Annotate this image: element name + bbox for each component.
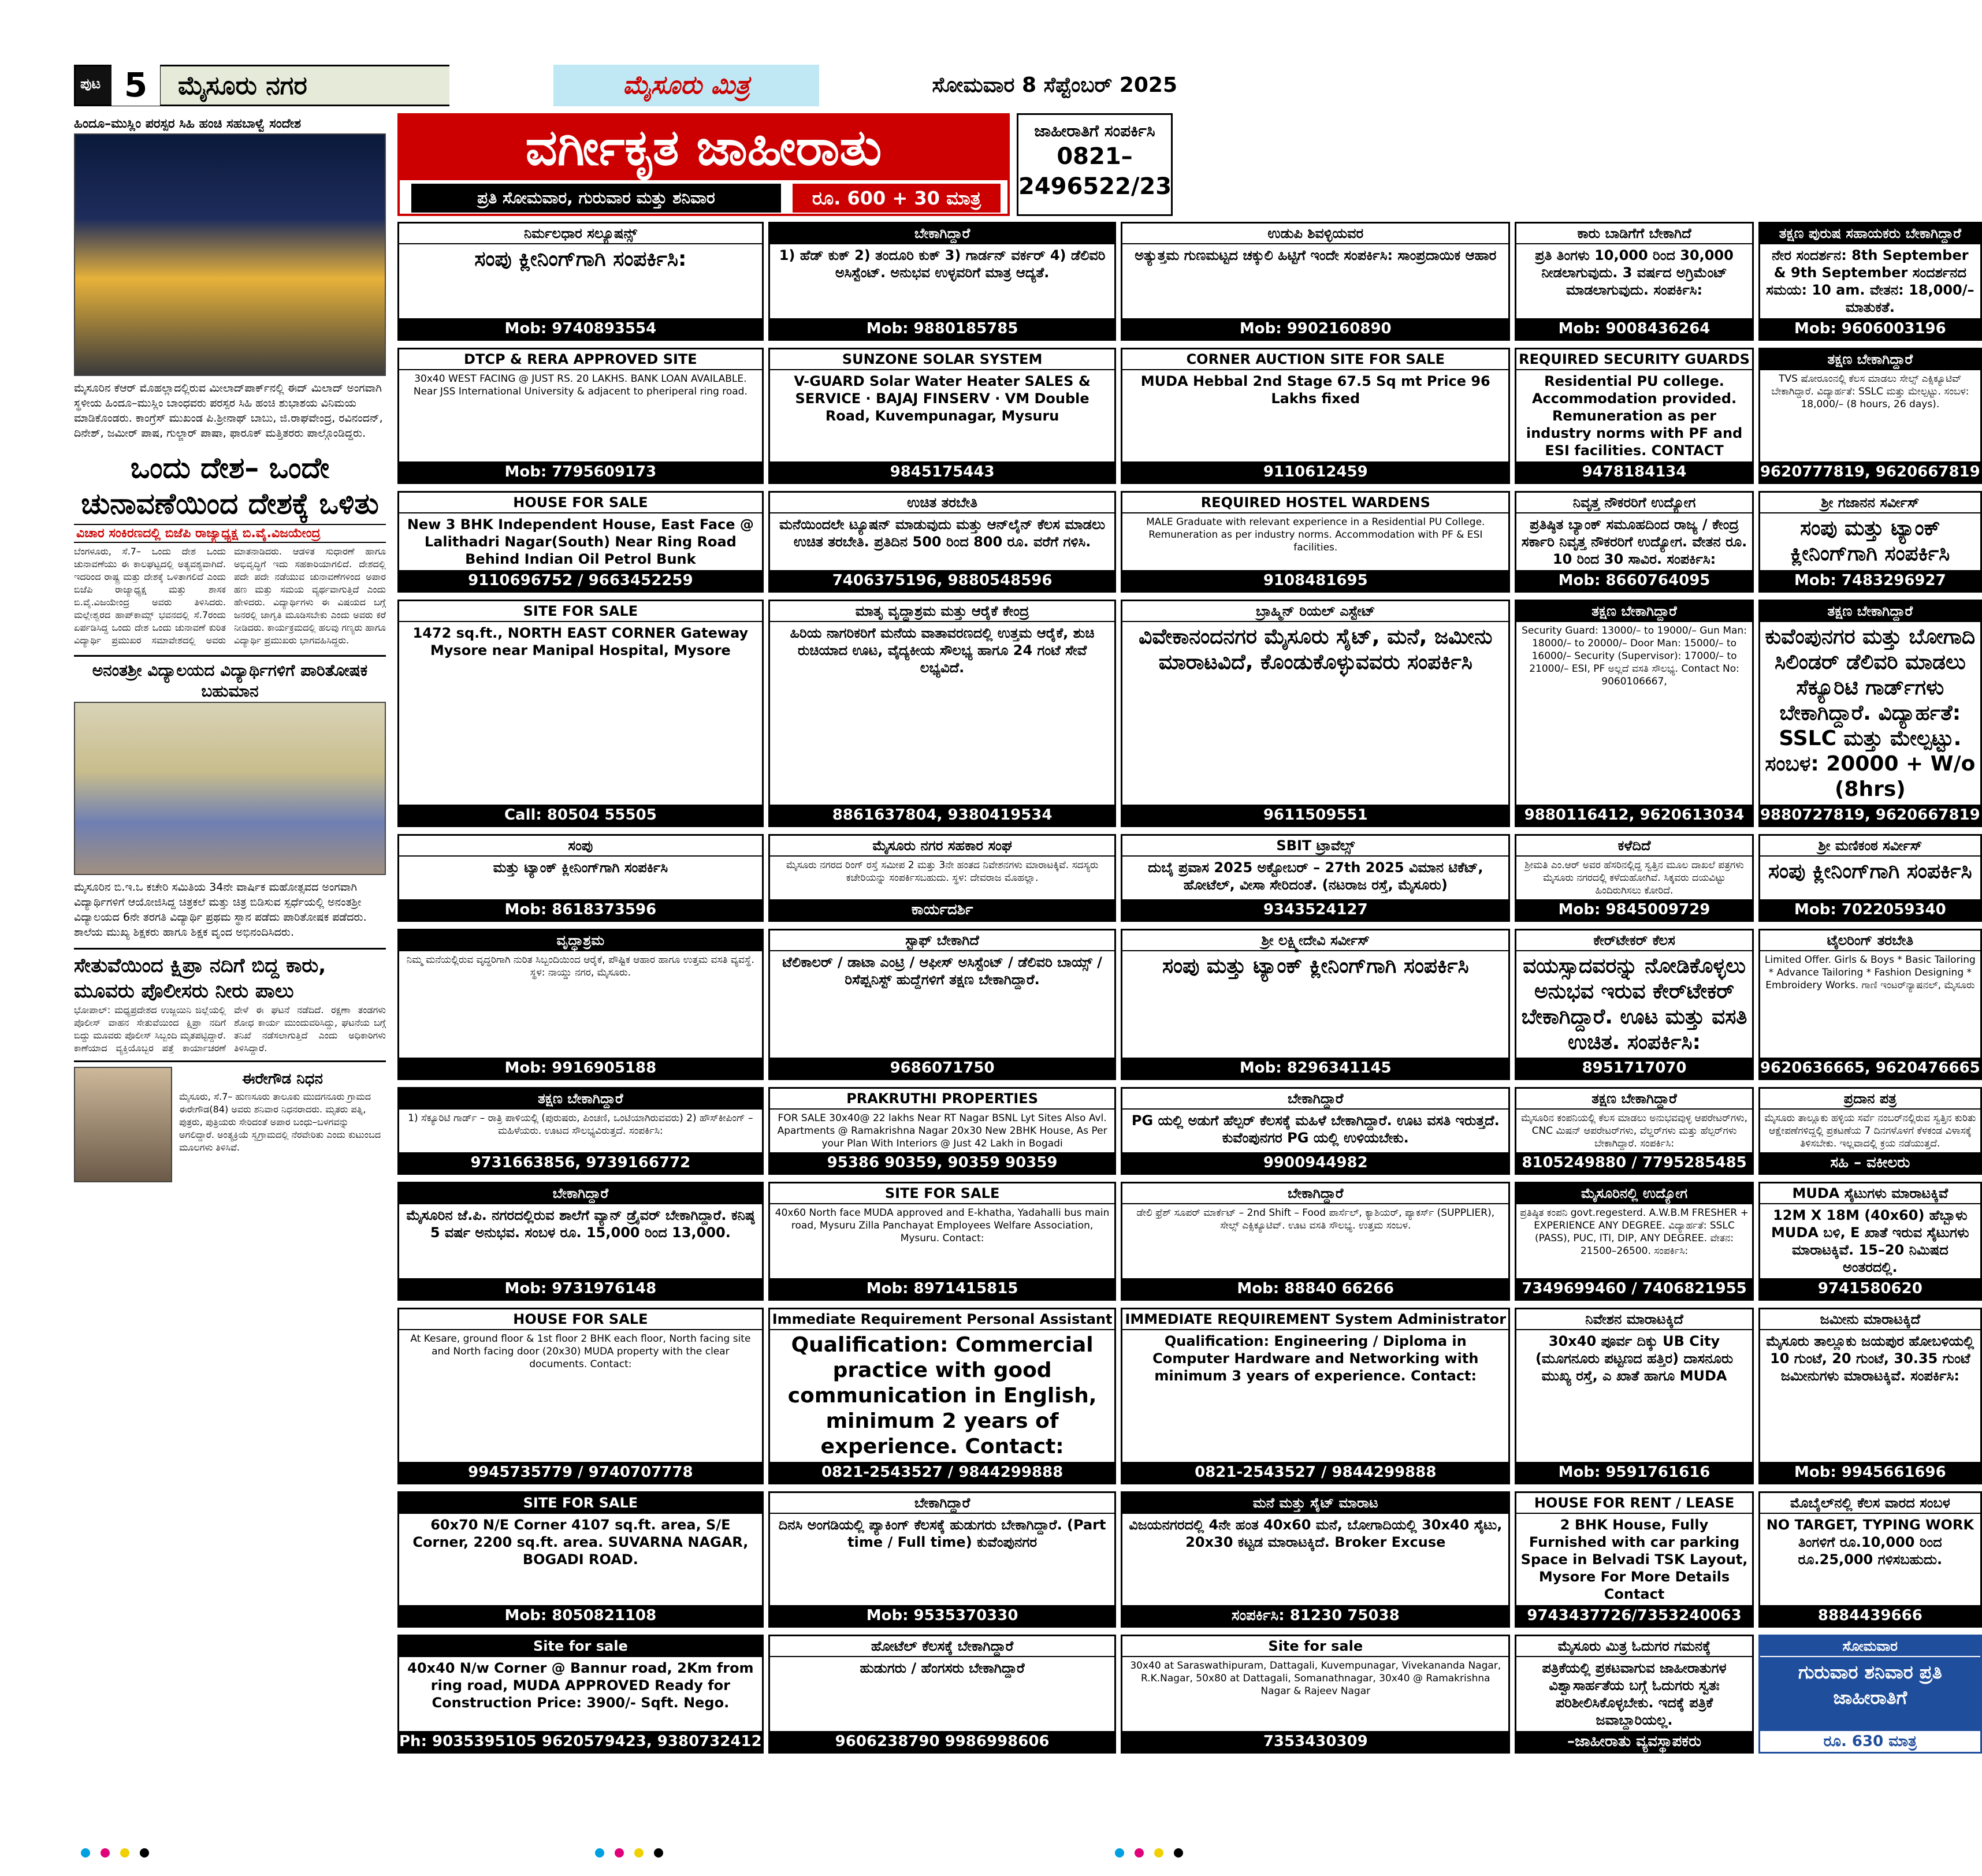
ad-body: NO TARGET, TYPING WORK ತಿಂಗಳಿಗೆ ರೂ.10,000 ರಿಂದ ರೂ.25,000 ಗಳಿಸಬಹುದು.: [1766, 1517, 1974, 1568]
ad-title: ಪ್ರದಾನ ಪತ್ರ: [1760, 1089, 1980, 1110]
ad-title: ಉಚಿತ ತರಬೇತಿ: [770, 493, 1115, 513]
classified-ad: [768, 1087, 1117, 1175]
classified-ad: [1121, 929, 1510, 1080]
classified-ad: [1758, 1182, 1982, 1301]
classified-ad: [1515, 1182, 1754, 1301]
classified-ad: [1515, 1635, 1754, 1754]
ad-title: MUDA ಸೈಟುಗಳು ಮಾರಾಟಕ್ಕಿವೆ: [1760, 1183, 1980, 1204]
classified-ad: [768, 929, 1117, 1080]
ad-title: ಮೈಸೂರು ಮಿತ್ರ ಓದುಗರ ಗಮನಕ್ಕೆ: [1516, 1636, 1752, 1657]
ad-title: ಬೇಕಾಗಿದ್ದಾರೆ: [770, 224, 1115, 244]
ad-title: ಹೋಟೆಲ್ ಕೆಲಸಕ್ಕೆ ಬೇಕಾಗಿದ್ದಾರೆ: [770, 1636, 1115, 1657]
ad-title: ತಕ್ಷಣ ಬೇಕಾಗಿದ್ದಾರೆ: [1516, 601, 1752, 622]
classified-ad: [397, 929, 764, 1080]
ad-body: ಹುಡುಗರು / ಹೆಂಗಸರು ಬೇಕಾಗಿದ್ದಾರೆ: [860, 1660, 1025, 1676]
ad-body: Limited Offer. Girls & Boys * Basic Tailoring * Advance Tailoring * Fashion Designing * Embroidery Works. ಗಾಣಿ ಇಂಟರ್‌ನ್ಯಾಷನಲ್, ಮೈಸೂರು: [1764, 954, 1976, 991]
ad-body: ಸಂಪು ಕ್ಲೀನಿಂಗ್‌ಗಾಗಿ ಸಂಪರ್ಕಿಸಿ: [1768, 859, 1972, 883]
ad-body: ಪ್ರತಿ ತಿಂಗಳು 10,000 ರಿಂದ 30,000 ನೀಡಲಾಗುವುದು. 3 ವರ್ಷದ ಅಗ್ರಿಮೆಂಟ್ ಮಾಡಲಾಗುವುದು. ಸಂಪರ್ಕಿಸಿ:: [1535, 247, 1734, 298]
classified-ad: [397, 222, 764, 341]
issue-date: ಸೋಮವಾರ 8 ಸೆಪ್ಟೆಂಬರ್ 2025: [932, 73, 1177, 97]
classified-ad: [1121, 1087, 1510, 1175]
ad-body: ಶ್ರೀಮತಿ ಎಂ.ಆರ್ ಅವರ ಹೆಸರಿನಲ್ಲಿದ್ದ ಸ್ವತ್ತಿನ ಮೂಲ ದಾಖಲೆ ಪತ್ರಗಳು ಮೈಸೂರು ನಗರದಲ್ಲಿ ಕಳೆದುಹೋಗಿವೆ. ಸಿಕ್ಕವರು ದಯವಿಟ್ಟು ಹಿಂದಿರುಗಿಸಲು ಕೋರಿದೆ.: [1524, 859, 1744, 896]
classified-ad: [1758, 222, 1982, 341]
classified-ad: [1121, 834, 1510, 922]
classified-ad: [397, 1635, 764, 1754]
ad-body: 1) ಸೆಕ್ಯೂರಿಟಿ ಗಾರ್ಡ್ – ರಾತ್ರಿ ಪಾಳಿಯಲ್ಲಿ (ಪುರುಷರು, ಪಿಂಚಣಿ, ಒಂಟಿಯಾಗಿರುವವರು) 2) ಹೌಸ್‌ಕೀಪಿಂಗ್ – ಮಹಿಳೆಯರು. ಊಟದ ಸೌಲಭ್ಯವಿರುತ್ತದೆ. ಸಂಪರ್ಕಿಸಿ:: [408, 1112, 753, 1137]
classified-ad: [1121, 491, 1510, 593]
classified-ad: [768, 834, 1117, 922]
ad-body: ವಯಸ್ಸಾದವರನ್ನು ನೋಡಿಕೊಳ್ಳಲು ಅನುಭವ ಇರುವ ಕೇರ್‌ಟೇಕರ್ ಬೇಕಾಗಿದ್ದಾರೆ. ಊಟ ಮತ್ತು ವಸತಿ ಉಚಿತ. ಸಂಪರ್ಕಿಸಿ:: [1521, 954, 1747, 1054]
ad-body: 12M X 18M (40x60) ಹೆಬ್ಬಾಳು MUDA ಬಳಿ, E ಖಾತೆ ಇರುವ ಸೈಟುಗಳು ಮಾರಾಟಕ್ಕಿವೆ. 15–20 ನಿಮಿಷದ ಅಂತರದಲ್ಲಿ.: [1771, 1207, 1969, 1275]
ad-title: SITE FOR SALE: [399, 601, 762, 622]
ad-body: ಪತ್ರಿಕೆಯಲ್ಲಿ ಪ್ರಕಟವಾಗುವ ಜಾಹೀರಾತುಗಳ ವಿಶ್ವಾಸಾರ್ಹತೆಯ ಬಗ್ಗೆ ಓದುಗರು ಸ್ವತಃ ಪರಿಶೀಲಿಸಿಕೊಳ್ಳಬೇಕು. ಇದಕ್ಕೆ ಪತ್ರಿಕೆ ಜವಾಬ್ದಾರಿಯಲ್ಲ.: [1542, 1660, 1727, 1728]
ad-title: REQUIRED HOSTEL WARDENS: [1122, 493, 1508, 513]
ad-phone: Mob: 8618373596: [399, 899, 762, 920]
contact-label: ಜಾಹೀರಾತಿಗೆ ಸಂಪರ್ಕಿಸಿ: [1034, 121, 1155, 140]
ad-phone: 9945735779 / 9740707778: [399, 1462, 762, 1483]
ad-title: ಸಂಪು: [399, 836, 762, 857]
ad-phone: Mob: 7795609173: [399, 461, 762, 482]
ad-body: 1472 sq.ft., NORTH EAST CORNER Gateway Mysore near Manipal Hospital, Mysore: [412, 625, 749, 658]
ad-phone: 9110696752 / 9663452259: [399, 570, 762, 591]
ad-title: DTCP & RERA APPROVED SITE: [399, 349, 762, 370]
ad-body: 40x40 N/w Corner @ Bannur road, 2Km from ring road, MUDA APPROVED Ready for Construction Price: 3900/- Sqft. Nego.: [407, 1660, 754, 1711]
ad-phone: Mob: 9945661696: [1760, 1462, 1980, 1483]
ad-title: HOUSE FOR RENT / LEASE: [1516, 1493, 1752, 1514]
ad-phone: 9880727819, 9620667819: [1760, 805, 1980, 825]
ad-phone: Mob: 8660764095: [1516, 570, 1752, 591]
ad-phone: Mob: 9916905188: [399, 1058, 762, 1078]
section-title: ಮೈಸೂರು ನಗರ: [161, 65, 449, 106]
ad-body: 2 BHK House, Fully Furnished with car parking Space in Belvadi TSK Layout, Mysore For More Details Contact: [1520, 1517, 1748, 1602]
ad-title: ತಕ್ಷಣ ಬೇಕಾಗಿದ್ದಾರೆ: [399, 1089, 762, 1110]
ad-body: 1) ಹೆಡ್ ಕುಕ್ 2) ತಂದೂರಿ ಕುಕ್ 3) ಗಾರ್ಡನ್ ವರ್ಕರ್ 4) ಡೆಲಿವರಿ ಅಸಿಸ್ಟೆಂಟ್. ಅನುಭವ ಉಳ್ಳವರಿಗೆ ಮಾತ್ರ ಆದ್ಯತೆ.: [779, 247, 1106, 281]
ad-phone: 8884439666: [1760, 1605, 1980, 1626]
classified-ad: [397, 1308, 764, 1484]
ad-phone: 8105249880 / 7795285485: [1516, 1152, 1752, 1173]
registration-marks-center: [595, 1848, 663, 1858]
classified-ad: [768, 1635, 1117, 1754]
ad-phone: 9606238790 9986998606: [770, 1731, 1115, 1752]
ad-body: ಪ್ರತಿಷ್ಠಿತ ಕಂಪನಿ govt.regesterd. A.W.B.M FRESHER + EXPERIENCE ANY DEGREE. ವಿದ್ಯಾರ್ಹತೆ: SSLC (PASS), PUC, ITI, DIP, ANY DEGREE. ವೇತನ: 21500–26500. ಸಂಪರ್ಕಿಸಿ:: [1520, 1207, 1749, 1257]
classified-ad: [1121, 600, 1510, 827]
classified-ad: [397, 348, 764, 484]
headline-election: ಒಂದು ದೇಶ– ಒಂದೇ ಚುನಾವಣೆಯಿಂದ ದೇಶಕ್ಕೆ ಒಳಿತು: [81, 451, 379, 520]
ad-body: ಹಿರಿಯ ನಾಗರಿಕರಿಗೆ ಮನೆಯ ವಾತಾವರಣದಲ್ಲಿ ಉತ್ತಮ ಆರೈಕೆ, ಶುಚಿ ರುಚಿಯಾದ ಊಟ, ವೈದ್ಯಕೀಯ ಸೌಲಭ್ಯ ಹಾಗೂ 24 ಗಂಟೆ ಸೇವೆ ಲಭ್ಯವಿದೆ.: [790, 625, 1095, 676]
classified-ad: [768, 1182, 1117, 1301]
classified-ad: [768, 1491, 1117, 1628]
classified-ad: [1758, 1308, 1982, 1484]
ad-phone: Mob: 7022059340: [1760, 899, 1980, 920]
ad-body: ನೇರ ಸಂದರ್ಶನ: 8th September & 9th September ಸಂದರ್ಶನದ ಸಮಯ: 10 am. ವೇತನ: 18,000/– ಮಾತುಕತೆ.: [1766, 247, 1974, 315]
classified-ad: [1121, 1491, 1510, 1628]
registration-marks-right: [1115, 1848, 1183, 1858]
classified-ad: [397, 491, 764, 593]
ad-body: ದಿನಸಿ ಅಂಗಡಿಯಲ್ಲಿ ಪ್ಯಾಕಿಂಗ್ ಕೆಲಸಕ್ಕೆ ಹುಡುಗರು ಬೇಕಾಗಿದ್ದಾರೆ. (Part time / Full time) ಕುವೆಂಪುನಗರ: [778, 1517, 1106, 1550]
ad-title: ಟೈಲರಿಂಗ್ ತರಬೇತಿ: [1760, 930, 1980, 951]
ad-title: ಬೇಕಾಗಿದ್ದಾರೆ: [399, 1183, 762, 1204]
ad-title: ಮಾತೃ ವೃದ್ಧಾಶ್ರಮ ಮತ್ತು ಆರೈಕೆ ಕೇಂದ್ರ: [770, 601, 1115, 622]
classified-ad: [1121, 348, 1510, 484]
ad-title: ಶ್ರೀ ಗಜಾನನ ಸರ್ವೀಸ್: [1760, 493, 1980, 513]
ad-title: ಶ್ರೀ ಮಣಿಕಂಠ ಸರ್ವೀಸ್: [1760, 836, 1980, 857]
classified-ad: [1515, 491, 1754, 593]
ad-body: Residential PU college. Accommodation provided. Remuneration as per industry norms with PF and ESI facilities. CONTACT: [1526, 373, 1743, 459]
classified-ads-grid: [397, 222, 1980, 1750]
ad-body: ಮೈಸೂರು ತಾಲ್ಲೂಕು ಹಳ್ಳಿಯ ಸರ್ವೆ ನಂಬರ್‌ನಲ್ಲಿರುವ ಸ್ವತ್ತಿನ ಕುರಿತು ಆಕ್ಷೇಪಣೆಗಳಿದ್ದಲ್ಲಿ ಪ್ರಕಟಣೆಯ 7 ದಿನಗಳೊಳಗೆ ಕೆಳಕಂಡ ವಿಳಾಸಕ್ಕೆ ತಿಳಿಸಬೇಕು. ಇಲ್ಲವಾದಲ್ಲಿ ಕ್ರಯ ನಡೆಯುತ್ತದೆ.: [1764, 1112, 1976, 1149]
ad-body: ಮೈಸೂರು ನಗರದ ರಿಂಗ್ ರಸ್ತೆ ಸಮೀಪ 2 ಮತ್ತು 3ನೇ ಹಂತದ ನಿವೇಶನಗಳು ಮಾರಾಟಕ್ಕಿವೆ. ಸದಸ್ಯರು ಕಚೇರಿಯನ್ನು ಸಂಪರ್ಕಿಸಬಹುದು. ಸ್ಥಳ: ದೇವರಾಜ ಮೊಹಲ್ಲಾ.: [786, 859, 1099, 884]
classified-ad: [768, 491, 1117, 593]
ad-phone: Mob: 9535370330: [770, 1605, 1115, 1626]
ad-body: PG ಯಲ್ಲಿ ಅಡುಗೆ ಹೆಲ್ಪರ್ ಕೆಲಸಕ್ಕೆ ಮಹಿಳೆ ಬೇಕಾಗಿದ್ದಾರೆ. ಊಟ ವಸತಿ ಇರುತ್ತದೆ. ಕುವೆಂಪುನಗರ PG ಯಲ್ಲಿ ಉಳಿಯಬೇಕು.: [1131, 1112, 1500, 1146]
ad-title: ಕಾರು ಬಾಡಿಗೆಗೆ ಬೇಕಾಗಿದೆ: [1516, 224, 1752, 244]
news-column: [74, 113, 386, 1834]
newspaper-logo: ಮೈಸೂರು ಮಿತ್ರ: [553, 65, 819, 106]
classified-ad: [397, 834, 764, 922]
ad-body: ಮೈಸೂರಿನ ಜೆ.ಪಿ. ನಗರದಲ್ಲಿರುವ ಶಾಲೆಗೆ ವ್ಯಾನ್ ಡ್ರೈವರ್ ಬೇಕಾಗಿದ್ದಾರೆ. ಕನಿಷ್ಠ 5 ವರ್ಷ ಅನುಭವ. ಸಂಬಳ ರೂ. 15,000 ರಿಂದ 13,000.: [406, 1207, 755, 1241]
ad-phone: 9620777819, 9620667819: [1760, 461, 1980, 482]
ad-body: 30x40 at Saraswathipuram, Dattagali, Kuvempunagar, Vivekananda Nagar, R.K.Nagar, 50x80 at Dattagali, Somanathnagar, 30x40 @ Ramakrishna Nagar & Rajeev Nagar: [1130, 1660, 1501, 1697]
classified-ad: [1121, 222, 1510, 341]
classified-ad: [1758, 834, 1982, 922]
ad-title: ಮೊಬೈಲ್‌ನಲ್ಲಿ ಕೆಲಸ ವಾರದ ಸಂಬಳ: [1760, 1493, 1980, 1514]
masthead: [74, 65, 1177, 111]
classified-ad: [1515, 1491, 1754, 1628]
ad-title: ಉಡುಪಿ ಶಿವಳ್ಳಿಯವರ: [1122, 224, 1508, 244]
ad-title: Site for sale: [1122, 1636, 1508, 1657]
classified-ad: [1121, 1182, 1510, 1301]
ad-phone: 9743437726/7353240063: [1516, 1605, 1752, 1626]
school-photo: [74, 702, 386, 875]
ad-phone: Mob: 9008436264: [1516, 318, 1752, 339]
ad-body: ಟೆಲಿಕಾಲರ್ / ಡಾಟಾ ಎಂಟ್ರಿ / ಆಫೀಸ್ ಅಸಿಸ್ಟೆಂಟ್ / ಡೆಲಿವರಿ ಬಾಯ್ಸ್ / ರಿಸೆಪ್ಷನಿಸ್ಟ್ ಹುದ್ದೆಗಳಿಗೆ ತಕ್ಷಣ ಬೇಕಾಗಿದ್ದಾರೆ.: [782, 954, 1102, 988]
ad-body: ದುಬೈ ಪ್ರವಾಸ 2025 ಅಕ್ಟೋಬರ್ – 27th 2025 ವಿಮಾನ ಟಿಕೆಟ್, ಹೋಟೆಲ್, ವೀಸಾ ಸೇರಿದಂತೆ. (ನಟರಾಜ ರಸ್ತೆ, ಮೈಸೂರು): [1148, 859, 1483, 893]
ad-title: ತಕ್ಷಣ ಬೇಕಾಗಿದ್ದಾರೆ: [1516, 1089, 1752, 1110]
ad-title: ನಿವೃತ್ತ ನೌಕರರಿಗೆ ಉದ್ಯೋಗ: [1516, 493, 1752, 513]
subheadline-election: ವಿಚಾರ ಸಂಕಿರಣದಲ್ಲಿ ಬಿಜೆಪಿ ರಾಜ್ಯಾಧ್ಯಕ್ಷ ಬಿ.ವೈ.ವಿಜಯೇಂದ್ರ: [74, 524, 386, 543]
ad-phone: ಸಹಿ – ವಕೀಲರು: [1760, 1152, 1980, 1173]
ad-phone: ಕಾರ್ಯದರ್ಶಿ: [770, 899, 1115, 920]
ad-title: REQUIRED SECURITY GUARDS: [1516, 349, 1752, 370]
ad-title: SITE FOR SALE: [399, 1493, 762, 1514]
headline-accident: ಸೇತುವೆಯಿಂದ ಕ್ಷಿಪ್ರಾ ನದಿಗೆ ಬಿದ್ದ ಕಾರು, ಮೂವರು ಪೊಲೀಸರು ನೀರು ಪಾಲು: [74, 948, 386, 1004]
ad-phone: 9900944982: [1122, 1152, 1508, 1173]
classified-ad: [1515, 929, 1754, 1080]
contact-code: 0821–: [1057, 143, 1133, 170]
event-photo: [74, 133, 386, 376]
ad-body: At Kesare, ground floor & 1st floor 2 BHK each floor, North facing site and North facing door (20x30) MUDA property with the clear documents. Contact:: [410, 1333, 751, 1370]
registration-marks-left: [81, 1848, 149, 1858]
classified-ad: [397, 1491, 764, 1628]
classified-ad: [1515, 348, 1754, 484]
ad-phone: ಸಂಪರ್ಕಿಸಿ: 81230 75038: [1122, 1605, 1508, 1626]
ad-phone: Mob: 8050821108: [399, 1605, 762, 1626]
ad-phone: Mob: 9845009729: [1516, 899, 1752, 920]
ad-body: ಮತ್ತು ಟ್ಯಾಂಕ್ ಕ್ಲೀನಿಂಗ್‌ಗಾಗಿ ಸಂಪರ್ಕಿಸಿ: [493, 859, 668, 876]
ad-title: ತಕ್ಷಣ ಬೇಕಾಗಿದ್ದಾರೆ: [1760, 349, 1980, 370]
ad-title: SITE FOR SALE: [770, 1183, 1115, 1204]
ad-title: ಜಮೀನು ಮಾರಾಟಕ್ಕಿದೆ: [1760, 1309, 1980, 1330]
ad-title: ನಿವೇಶನ ಮಾರಾಟಕ್ಕಿದೆ: [1516, 1309, 1752, 1330]
ad-phone: –ಜಾಹೀರಾತು ವ್ಯವಸ್ಥಾಪಕರು: [1516, 1731, 1752, 1752]
ad-phone: Mob: 8971415815: [770, 1278, 1115, 1299]
ad-phone: 9731663856, 9739166772: [399, 1152, 762, 1173]
classified-ad: [1515, 222, 1754, 341]
obituary-text: ಮೈಸೂರು, ಸೆ.7– ಹುಣಸೂರು ತಾಲೂಕು ಮುದಗನೂರು ಗ್ರಾಮದ ಈರೇಗೌಡ(84) ಅವರು ಶನಿವಾರ ನಿಧನರಾದರು. ಮೃತರು ಪತ್ನಿ, ಪುತ್ರರು, ಪುತ್ರಿಯರು ಸೇರಿದಂತೆ ಅಪಾರ ಬಂಧು–ಬಳಗವನ್ನು ಅಗಲಿದ್ದಾರೆ. ಅಂತ್ಯಕ್ರಿಯೆ ಸ್ವಗ್ರಾಮದಲ್ಲಿ ನೆರವೇರಿತು ಎಂದು ಕುಟುಂಬದ ಮೂಲಗಳು ತಿಳಿಸಿವೆ.: [179, 1091, 381, 1153]
divider: [74, 1060, 386, 1062]
classified-ad: [768, 222, 1117, 341]
ad-body: Qualification: Engineering / Diploma in Computer Hardware and Networking with minimum 3 years of experience. Contact:: [1152, 1333, 1479, 1384]
ad-phone: Mob: 8296341145: [1122, 1058, 1508, 1078]
ad-title: ನಿರ್ಮಲಧಾರ ಸಲ್ಯೂಷನ್ಸ್: [399, 224, 762, 244]
ad-body: 60x70 N/E Corner 4107 sq.ft. area, S/E Corner, 2200 sq.ft. area. SUVARNA NAGAR, BOGADI ROAD.: [412, 1517, 749, 1568]
ad-body: ಪ್ರತಿಷ್ಠಿತ ಬ್ಯಾಂಕ್ ಸಮೂಹದಿಂದ ರಾಜ್ಯ / ಕೇಂದ್ರ ಸರ್ಕಾರಿ ನಿವೃತ್ತ ನೌಕರರಿಗೆ ಉದ್ಯೋಗ. ವೇತನ ರೂ. 10 ರಿಂದ 30 ಸಾವಿರ. ಸಂಪರ್ಕಿಸಿ:: [1521, 516, 1747, 567]
ad-title: ಬೇಕಾಗಿದ್ದಾರೆ: [770, 1493, 1115, 1514]
ad-phone: 0821-2543527 / 9844299888: [1122, 1462, 1508, 1483]
classified-ad: [1515, 1087, 1754, 1175]
ad-phone: Mob: 9902160890: [1122, 318, 1508, 339]
ad-body: Qualification: Commercial practice with good communication in English, minimum 2 years of experience. Contact:: [787, 1333, 1097, 1458]
ad-body: ವಿವೇಕಾನಂದನಗರ ಮೈಸೂರು ಸೈಟ್, ಮನೆ, ಜಮೀನು ಮಾರಾಟವಿದೆ, ಕೊಂಡುಕೊಳ್ಳುವವರು ಸಂಪರ್ಕಿಸಿ: [1139, 625, 1493, 674]
ad-title: ತಕ್ಷಣ ಪುರುಷ ಸಹಾಯಕರು ಬೇಕಾಗಿದ್ದಾರೆ: [1760, 224, 1980, 244]
ad-phone: 9620636665, 9620476665: [1760, 1058, 1980, 1078]
ad-phone: ರೂ. 630 ಮಾತ್ರ: [1760, 1731, 1980, 1752]
ad-body: ಮೈಸೂರಿನ ಕಂಪನಿಯಲ್ಲಿ ಕೆಲಸ ಮಾಡಲು ಅನುಭವವುಳ್ಳ ಆಪರೇಟರ್‌ಗಳು, CNC ಮಿಷನ್ ಆಪರೇಟರ್‌ಗಳು, ವೆಲ್ಡರ್‌ಗಳು ಮತ್ತು ಹೆಲ್ಪರ್‌ಗಳು ಬೇಕಾಗಿದ್ದಾರೆ. ಸಂಪರ್ಕಿಸಿ:: [1521, 1112, 1748, 1149]
classified-ad: [397, 1182, 764, 1301]
page-number: 5: [111, 64, 160, 106]
classifieds-schedule: ಪ್ರತಿ ಸೋಮವಾರ, ಗುರುವಾರ ಮತ್ತು ಶನಿವಾರ: [411, 184, 781, 213]
ad-body: 40x60 North face MUDA approved and E-khatha, Yadahalli bus main road, Mysuru Zilla Panchayat Employees Welfare Association, Mysuru. Contact:: [775, 1207, 1110, 1244]
ad-title: ಸ್ಟಾಫ್ ಬೇಕಾಗಿದೆ: [770, 930, 1115, 951]
ad-body: ಸಂಪು ಕ್ಲೀನಿಂಗ್‌ಗಾಗಿ ಸಂಪರ್ಕಿಸಿ:: [474, 247, 687, 271]
ad-title: SBIT ಟ್ರಾವೆಲ್ಸ್: [1122, 836, 1508, 857]
ad-phone: 8861637804, 9380419534: [770, 805, 1115, 825]
ad-title: ತಕ್ಷಣ ಬೇಕಾಗಿದ್ದಾರೆ: [1760, 601, 1980, 622]
ad-body: ಗುರುವಾರ ಶನಿವಾರ ಪ್ರತಿ ಜಾಹೀರಾತಿಗೆ: [1798, 1661, 1942, 1708]
ad-title: Site for sale: [399, 1636, 762, 1657]
classifieds-contact: [1017, 113, 1173, 216]
ad-phone: 7353430309: [1122, 1731, 1508, 1752]
ad-phone: 9110612459: [1122, 461, 1508, 482]
obituary-photo: [74, 1067, 172, 1182]
ad-title: CORNER AUCTION SITE FOR SALE: [1122, 349, 1508, 370]
article-election: ಬೆಂಗಳೂರು, ಸೆ.7– ಒಂದು ದೇಶ ಒಂದು ಚುನಾವಣೆಯು ಈ ಕಾಲಘಟ್ಟದಲ್ಲಿ ಅತ್ಯವಶ್ಯವಾಗಿದೆ. ಇದರಿಂದ ರಾಷ್ಟ್ರ ಮತ್ತು ದೇಶಕ್ಕೆ ಒಳಿತಾಗಲಿದೆ ಎಂದು ಬಿಜೆಪಿ ರಾಜ್ಯಾಧ್ಯಕ್ಷ ಮತ್ತು ಶಾಸಕ ಬಿ.ವೈ.ವಿಜಯೇಂದ್ರ ಅವರು ತಿಳಿಸಿದರು. ಮಲ್ಲೇಶ್ವರದ ಹಾಪ್‌ಕಾಮ್ಸ್ ಭವನದಲ್ಲಿ ಸೆ.7ರಂದು ಏರ್ಪಡಿಸಿದ್ದ ಒಂದು ದೇಶ ಒಂದು ಚುನಾವಣೆ ಕುರಿತ ವಿದ್ಯಾರ್ಥಿ ಪ್ರಮುಖರ ಸಮಾವೇಶದಲ್ಲಿ ಅವರು ಮಾತನಾಡಿದರು. ಆಡಳಿತ ಸುಧಾರಣೆ ಹಾಗೂ ಅಭಿವೃದ್ಧಿಗೆ ಇದು ಸಹಕಾರಿಯಾಗಲಿದೆ. ದೇಶದಲ್ಲಿ ಪದೇ ಪದೇ ನಡೆಯುವ ಚುನಾವಣೆಗಳಿಂದ ಅಪಾರ ಹಣ ಮತ್ತು ಸಮಯ ವ್ಯರ್ಥವಾಗುತ್ತಿದೆ ಎಂದು ಹೇಳಿದರು. ವಿದ್ಯಾರ್ಥಿಗಳು ಈ ವಿಷಯದ ಬಗ್ಗೆ ಜನರಲ್ಲಿ ಜಾಗೃತಿ ಮೂಡಿಸಬೇಕು ಎಂದು ಅವರು ಕರೆ ನೀಡಿದರು. ಕಾರ್ಯಕ್ರಮದಲ್ಲಿ ಹಲವು ಗಣ್ಯರು ಹಾಗೂ ವಿದ್ಯಾರ್ಥಿ ಪ್ರಮುಖರು ಭಾಗವಹಿಸಿದ್ದರು.: [74, 546, 386, 646]
ad-phone: 9686071750: [770, 1058, 1115, 1078]
page-label: ಪುಟ: [80, 76, 101, 92]
ad-body: ಸಂಪು ಮತ್ತು ಟ್ಯಾಂಕ್ ಕ್ಲೀನಿಂಗ್‌ಗಾಗಿ ಸಂಪರ್ಕಿಸಿ: [1790, 516, 1950, 565]
ad-title: Immediate Requirement Personal Assistant: [770, 1309, 1115, 1330]
ad-title: ಬೇಕಾಗಿದ್ದಾರೆ: [1122, 1089, 1508, 1110]
classified-ad: [1758, 929, 1982, 1080]
ad-body: New 3 BHK Independent House, East Face @ Lalithadri Nagar(South) Near Ring Road Behind Indian Oil Petrol Bunk: [407, 516, 754, 567]
ad-phone: 7349699460 / 7406821955: [1516, 1278, 1752, 1299]
ad-phone: Mob: 9740893554: [399, 318, 762, 339]
ad-body: ನಿಮ್ಮ ಮನೆಯಲ್ಲಿರುವ ವೃದ್ಧರಿಗಾಗಿ ನುರಿತ ಸಿಬ್ಬಂದಿಯಿಂದ ಆರೈಕೆ, ಪೌಷ್ಟಿಕ ಆಹಾರ ಹಾಗೂ ಉತ್ತಮ ವಸತಿ ವ್ಯವಸ್ಥೆ. ಸ್ಥಳ: ನಾಯ್ಡು ನಗರ, ಮೈಸೂರು.: [406, 954, 754, 978]
ad-body: ಅತ್ಯುತ್ತಮ ಗುಣಮಟ್ಟದ ಚಕ್ಕುಲಿ ಹಿಟ್ಟಿಗೆ ಇಂದೇ ಸಂಪರ್ಕಿಸಿ: ಸಾಂಪ್ರದಾಯಿಕ ಆಹಾರ: [1135, 247, 1497, 263]
classified-ad: [768, 1308, 1117, 1484]
obituary-title: ಈರೇಗೌಡ ನಿಧನ: [242, 1070, 323, 1088]
classified-ad: [768, 348, 1117, 484]
ad-title: ಮೈಸೂರು ನಗರ ಸಹಕಾರ ಸಂಘ: [770, 836, 1115, 857]
ad-phone: Mob: 9880185785: [770, 318, 1115, 339]
classified-ad: [1121, 1635, 1510, 1754]
ad-body: ಮನೆಯಿಂದಲೇ ಟ್ಯೂಷನ್ ಮಾಡುವುದು ಮತ್ತು ಆನ್‌ಲೈನ್ ಕೆಲಸ ಮಾಡಲು ಉಚಿತ ತರಬೇತಿ. ಪ್ರತಿದಿನ 500 ರಿಂದ 800 ರೂ. ವರೆಗೆ ಗಳಿಸಿ.: [779, 516, 1106, 550]
ad-title: SUNZONE SOLAR SYSTEM: [770, 349, 1115, 370]
ad-title: ವೃದ್ಧಾಶ್ರಮ: [399, 930, 762, 951]
ad-phone: Ph: 9035395105 9620579423, 9380732412: [399, 1731, 762, 1752]
ad-body: V-GUARD Solar Water Heater SALES & SERVICE · BAJAJ FINSERV · VM Double Road, Kuvempunagar, Mysuru: [794, 373, 1091, 424]
ad-title: ಕಳೆದಿದೆ: [1516, 836, 1752, 857]
ad-phone: 9108481695: [1122, 570, 1508, 591]
ad-title: PRAKRUTHI PROPERTIES: [770, 1089, 1115, 1110]
ad-title: ಬ್ರಾಹ್ಮಿನ್ ರಿಯಲ್ ಎಸ್ಟೇಟ್: [1122, 601, 1508, 622]
ad-phone: 0821-2543527 / 9844299888: [770, 1462, 1115, 1483]
ad-phone: 9880116412, 9620613034: [1516, 805, 1752, 825]
classified-ad: [1515, 834, 1754, 922]
ad-body: FOR SALE 30x40@ 22 lakhs Near RT Nagar BSNL Lyt Sites Also Avl. Apartments @ Ramakrishna Nagar 20x30 New 2BHK House, As Per your Plan With Interiors @ Just 42 Lakh in Bogadi: [777, 1112, 1107, 1149]
ad-phone: 9478184134: [1516, 461, 1752, 482]
article-accident: ಭೋಪಾಲ್: ಮಧ್ಯಪ್ರದೇಶದ ಉಜ್ಜಯಿನಿ ಜಿಲ್ಲೆಯಲ್ಲಿ ಪೊಲೀಸ್ ವಾಹನ ಸೇತುವೆಯಿಂದ ಕ್ಷಿಪ್ರಾ ನದಿಗೆ ಬಿದ್ದು ಮೂವರು ಪೊಲೀಸ್ ಸಿಬ್ಬಂದಿ ಮೃತಪಟ್ಟಿದ್ದಾರೆ. ಕಾಣೆಯಾದ ವ್ಯಕ್ತಿಯೊಬ್ಬರ ಪತ್ತೆ ಕಾರ್ಯಾಚರಣೆ ವೇಳೆ ಈ ಘಟನೆ ನಡೆದಿದೆ. ರಕ್ಷಣಾ ತಂಡಗಳು ಶೋಧ ಕಾರ್ಯ ಮುಂದುವರಿಸಿದ್ದು, ಘಟನೆಯ ಬಗ್ಗೆ ತನಿಖೆ ನಡೆಸಲಾಗುತ್ತಿದೆ ಎಂದು ಅಧಿಕಾರಿಗಳು ತಿಳಿಸಿದ್ದಾರೆ.: [74, 1004, 386, 1054]
ad-body: TVS ಷೋರೂಂನಲ್ಲಿ ಕೆಲಸ ಮಾಡಲು ಸೇಲ್ಸ್ ಎಕ್ಸಿಕ್ಯೂಟಿವ್ ಬೇಕಾಗಿದ್ದಾರೆ. ವಿದ್ಯಾರ್ಹತೆ: SSLC ಮತ್ತು ಮೇಲ್ಪಟ್ಟು. ಸಂಬಳ: 18,000/– (8 hours, 26 days).: [1771, 373, 1969, 410]
obituary: [74, 1067, 386, 1182]
ad-body: Security Guard: 13000/– to 19000/– Gun Man: 18000/– to 20000/– Door Man: 15000/– to 16000/– Security (Supervisor): 17000/– to 21000/– ESI, PF ಅಲ್ಲದೆ ವಸತಿ ಸೌಲಭ್ಯ. Contact No: 9060106667,: [1522, 625, 1747, 687]
ad-phone: Mob: 88840 66266: [1122, 1278, 1508, 1299]
classified-ad: [1121, 1308, 1510, 1484]
classified-ad: [397, 1087, 764, 1175]
ad-phone: Mob: 7483296927: [1760, 570, 1980, 591]
ad-phone: Mob: 9606003196: [1760, 318, 1980, 339]
ad-phone: 9845175443: [770, 461, 1115, 482]
ad-body: MALE Graduate with relevant experience in a Residential PU College. Remuneration as per industry norms. Accommodation with PF & ESI facilities.: [1146, 516, 1485, 553]
ad-body: MUDA Hebbal 2nd Stage 67.5 Sq mt Price 96 Lakhs fixed: [1140, 373, 1490, 407]
classifieds-banner: [397, 113, 1010, 216]
classified-ad: [1515, 600, 1754, 827]
ad-body: 30x40 ಪೂರ್ವ ದಿಕ್ಕು UB City (ಮೂಗನೂರು ಪಟ್ಟಣದ ಹತ್ತಿರ) ದಾಸನೂರು ಮುಖ್ಯ ರಸ್ತೆ, ಎ ಖಾತೆ ಹಾಗೂ MUDA: [1535, 1333, 1734, 1384]
ad-title: ಕೇರ್‌ಟೇಕರ್ ಕೆಲಸ: [1516, 930, 1752, 951]
classified-ad: [768, 600, 1117, 827]
ad-body: ಕುವೆಂಪುನಗರ ಮತ್ತು ಬೋಗಾದಿ ಸಿಲಿಂಡರ್ ಡೆಲಿವರಿ ಮಾಡಲು ಸೆಕ್ಯೂರಿಟಿ ಗಾರ್ಡ್‌ಗಳು ಬೇಕಾಗಿದ್ದಾರೆ. ವಿದ್ಯಾರ್ಹತೆ: SSLC ಮತ್ತು ಮೇಲ್ಪಟ್ಟು. ಸಂಬಳ: 20000 + W/o (8hrs): [1765, 625, 1976, 801]
classified-ad: [1758, 600, 1982, 827]
classified-ad: [1515, 1308, 1754, 1484]
school-caption: ಮೈಸೂರಿನ ಬಿ.ಇ.ಒ ಕಚೇರಿ ಸಮಿತಿಯ 34ನೇ ವಾರ್ಷಿಕ ಮಹೋತ್ಸವದ ಅಂಗವಾಗಿ ವಿದ್ಯಾರ್ಥಿಗಳಿಗೆ ಆಯೋಜಿಸಿದ್ದ ಚಿತ್ರಕಲೆ ಮತ್ತು ಚಿತ್ರ ಬಿಡಿಸುವ ಸ್ಪರ್ಧೆಯಲ್ಲಿ ಅನಂತಶ್ರೀ ವಿದ್ಯಾಲಯದ 6ನೇ ತರಗತಿ ವಿದ್ಯಾರ್ಥಿ ಪ್ರಥಮ ಸ್ಥಾನ ಪಡೆದು ಪಾರಿತೋಷಕ ಪಡೆದರು. ಶಾಲೆಯ ಮುಖ್ಯ ಶಿಕ್ಷಕರು ಹಾಗೂ ಶಿಕ್ಷಕ ವೃಂದ ಅಭಿನಂದಿಸಿದರು.: [74, 881, 367, 939]
photo-kicker: ಹಿಂದೂ–ಮುಸ್ಲಿಂ ಪರಸ್ಪರ ಸಿಹಿ ಹಂಚಿ ಸಹಬಾಳ್ವೆ ಸಂದೇಶ: [74, 117, 302, 131]
classifieds-title: ವರ್ಗೀಕೃತ ಜಾಹೀರಾತು: [400, 116, 1007, 180]
classified-ad: [1758, 1087, 1982, 1175]
ad-phone: 9741580620: [1760, 1278, 1980, 1299]
ad-title: ಬೇಕಾಗಿದ್ದಾರೆ: [1122, 1183, 1508, 1204]
ad-body: ಮೈಸೂರು ತಾಲ್ಲೂಕು ಜಯಪುರ ಹೋಬಳಿಯಲ್ಲಿ 10 ಗುಂಟೆ, 20 ಗುಂಟೆ, 30.35 ಗುಂಟೆ ಜಮೀನುಗಳು ಮಾರಾಟಕ್ಕಿವೆ. ಸಂಪರ್ಕಿಸಿ:: [1766, 1333, 1974, 1384]
classified-ad: [1758, 348, 1982, 484]
ad-phone: Mob: 9731976148: [399, 1278, 762, 1299]
ad-phone: 8951717070: [1516, 1058, 1752, 1078]
contact-number: 2496522/23: [1018, 173, 1172, 200]
ad-title: HOUSE FOR SALE: [399, 493, 762, 513]
classifieds-price: ರೂ. 600 + 30 ಮಾತ್ರ: [793, 184, 1001, 213]
classified-ad: [1758, 1635, 1982, 1754]
ad-title: ಮನೆ ಮತ್ತು ಸೈಟ್ ಮಾರಾಟ: [1122, 1493, 1508, 1514]
ad-body: ವಿಜಯನಗರದಲ್ಲಿ 4ನೇ ಹಂತ 40x60 ಮನೆ, ಬೋಗಾದಿಯಲ್ಲಿ 30x40 ಸೈಟು, 20x30 ಕಟ್ಟಡ ಮಾರಾಟಕ್ಕಿದೆ. Broker Excuse: [1129, 1517, 1503, 1550]
headline-school: ಅನಂತಶ್ರೀ ವಿದ್ಯಾಲಯದ ವಿದ್ಯಾರ್ಥಿಗಳಿಗೆ ಪಾರಿತೋಷಕ ಬಹುಮಾನ: [74, 655, 386, 702]
ad-title: IMMEDIATE REQUIREMENT System Administrator: [1122, 1309, 1508, 1330]
ad-title: ಮೈಸೂರಿನಲ್ಲಿ ಉದ್ಯೋಗ: [1516, 1183, 1752, 1204]
ad-phone: 7406375196, 9880548596: [770, 570, 1115, 591]
ad-body: ಸಂಪು ಮತ್ತು ಟ್ಯಾಂಕ್ ಕ್ಲೀನಿಂಗ್‌ಗಾಗಿ ಸಂಪರ್ಕಿಸಿ: [1162, 954, 1469, 978]
classified-ad: [1758, 491, 1982, 593]
ad-body: 30x40 WEST FACING @ JUST RS. 20 LAKHS. BANK LOAN AVAILABLE. Near JSS International University & adjacent to pheriperal ring road.: [413, 373, 748, 397]
classified-ad: [1758, 1491, 1982, 1628]
ad-phone: Mob: 9591761616: [1516, 1462, 1752, 1483]
ad-phone: 9343524127: [1122, 899, 1508, 920]
ad-body: ಡೇಲಿ ಫ್ರೆಶ್ ಸೂಪರ್ ಮಾರ್ಕೆಟ್ – 2nd Shift – Food ಪಾರ್ಸೆಲ್, ಕ್ಯಾಶಿಯರ್, ಪ್ಯಾಕರ್ಸ್ (SUPPLIER), ಸೇಲ್ಸ್ ಎಕ್ಸಿಕ್ಯೂಟಿವ್. ಊಟ ವಸತಿ ಸೌಲಭ್ಯ. ಉತ್ತಮ ಸಂಬಳ.: [1136, 1207, 1495, 1231]
ad-title: ಶ್ರೀ ಲಕ್ಷ್ಮೀದೇವಿ ಸರ್ವೀಸ್: [1122, 930, 1508, 951]
photo-caption: ಮೈಸೂರಿನ ಕೆಆರ್ ಮೊಹಲ್ಲಾದಲ್ಲಿರುವ ಮೀಲಾದ್‌ಪಾರ್ಕ್‌ನಲ್ಲಿ ಈದ್ ಮಿಲಾದ್ ಅಂಗವಾಗಿ ಸ್ಥಳೀಯ ಹಿಂದೂ–ಮುಸ್ಲಿಂ ಬಾಂಧವರು ಪರಸ್ಪರ ಸಿಹಿ ಹಂಚಿ ಶುಭಾಶಯ ವಿನಿಮಯ ಮಾಡಿಕೊಂಡರು. ಕಾಂಗ್ರೆಸ್ ಮುಖಂಡ ಪಿ.ಶ್ರೀನಾಥ್ ಬಾಬು, ಜಿ.ರಾಘವೇಂದ್ರ, ರವಿನಂದನ್, ದಿನೇಶ್, ಜಮೀರ್ ಪಾಷ, ಗುಲ್ಜಾರ್ ಪಾಷಾ, ಫಾರೂಕ್ ಮತ್ತಿತರರು ಪಾಲ್ಗೊಂಡಿದ್ದರು.: [74, 382, 383, 440]
ad-title: HOUSE FOR SALE: [399, 1309, 762, 1330]
classified-ad: [397, 600, 764, 827]
ad-phone: Call: 80504 55505: [399, 805, 762, 825]
page-number-box: [74, 65, 161, 106]
ad-phone: 9611509551: [1122, 805, 1508, 825]
ad-title: ಸೋಮವಾರ: [1760, 1636, 1980, 1657]
ad-phone: 95386 90359, 90359 90359: [770, 1152, 1115, 1173]
